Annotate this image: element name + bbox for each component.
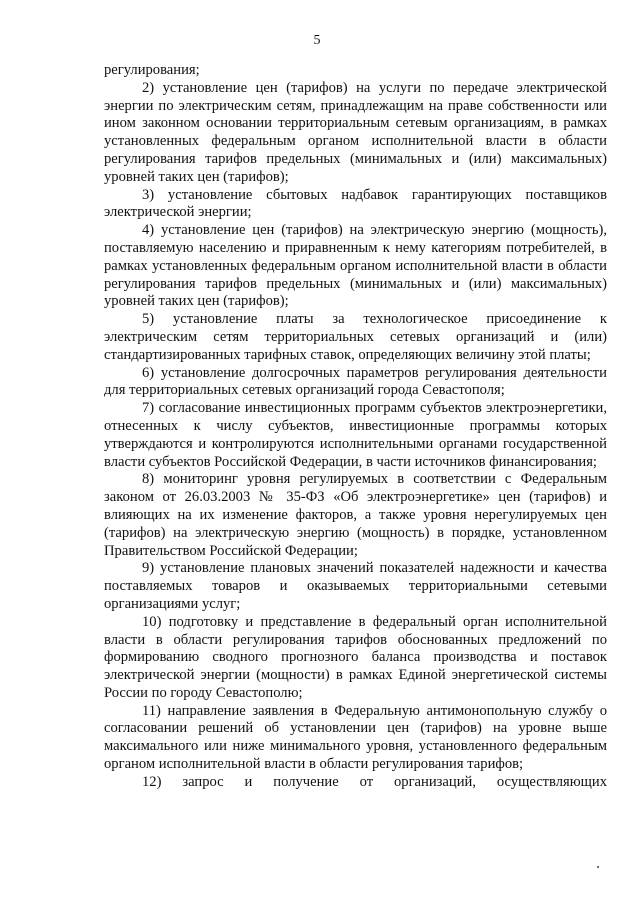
scan-speck [597, 866, 599, 868]
paragraph-item-4: 4) установление цен (тарифов) на электрическую энергию (мощность), поставляемую населению и приравненным к нему категориям потребителей, в рамках установленных федеральным органом исполнительной власти в области регулирования тарифов предельных (минимальных и (или) максимальных) уровней таких цен (тарифов); [104, 222, 607, 310]
paragraph-item-3: 3) установление сбытовых надбавок гарантирующих поставщиков электрической энергии; [104, 186, 607, 221]
document-body [104, 62, 607, 792]
paragraph-item-6: 6) установление долгосрочных параметров регулирования деятельности для территориальных сетевых организаций города Севастополя; [104, 364, 607, 399]
paragraph-continuation: регулирования; [104, 62, 200, 78]
paragraph-item-5: 5) установление платы за технологическое присоединение к электрическим сетям территориальных сетевых организаций и (или) стандартизированных тарифных ставок, определяющих величину этой платы; [104, 311, 607, 363]
paragraph-item-11: 11) направление заявления в Федеральную антимонопольную службу о согласовании решений об установлении цен (тарифов) на уровне выше максимального или ниже минимального уровня, установленного федеральным органом исполнительной власти в области регулирования тарифов; [104, 702, 607, 773]
paragraph-item-12: 12) запрос и получение от организаций, осуществляющих [142, 773, 607, 790]
page-number: 5 [313, 33, 321, 48]
paragraph-item-9: 9) установление плановых значений показателей надежности и качества поставляемых товаров и оказываемых территориальными сетевыми организациями услуг; [104, 560, 607, 612]
paragraph-item-2: 2) установление цен (тарифов) на услуги по передаче электрической энергии по электрическим сетям, принадлежащим на праве собственности или ином законном основании территориальным сетевым организациям, в рамках установленных федеральным органом исполнительной власти в области регулирования тарифов предельных (минимальных и (или) максимальных) уровней таких цен (тарифов); [104, 79, 607, 185]
paragraph-item-7: 7) согласование инвестиционных программ субъектов электроэнергетики, отнесенных к числу субъектов, инвестиционные программы которых утверждаются и контролируются исполнительными органами государственной власти субъектов Российской Федерации, в части источников финансирования; [104, 400, 607, 470]
paragraph-item-8: 8) мониторинг уровня регулируемых в соответствии с Федеральным законом от 26.03.2003 № 35-ФЗ «Об электроэнергетике» цен (тарифов) и влияющих на их изменение факторов, а также уровня нерегулируемых цен (тарифов) на электрическую энергию (мощность) в порядке, установленном Правительством Российской Федерации; [104, 471, 607, 559]
paragraph-item-10: 10) подготовку и представление в федеральный орган исполнительной власти в области регулирования тарифов обоснованных предложений по формированию сводного прогнозного баланса производства и поставок электрической энергии (мощности) в рамках Единой энергетической системы России по городу Севастополю; [104, 613, 607, 701]
